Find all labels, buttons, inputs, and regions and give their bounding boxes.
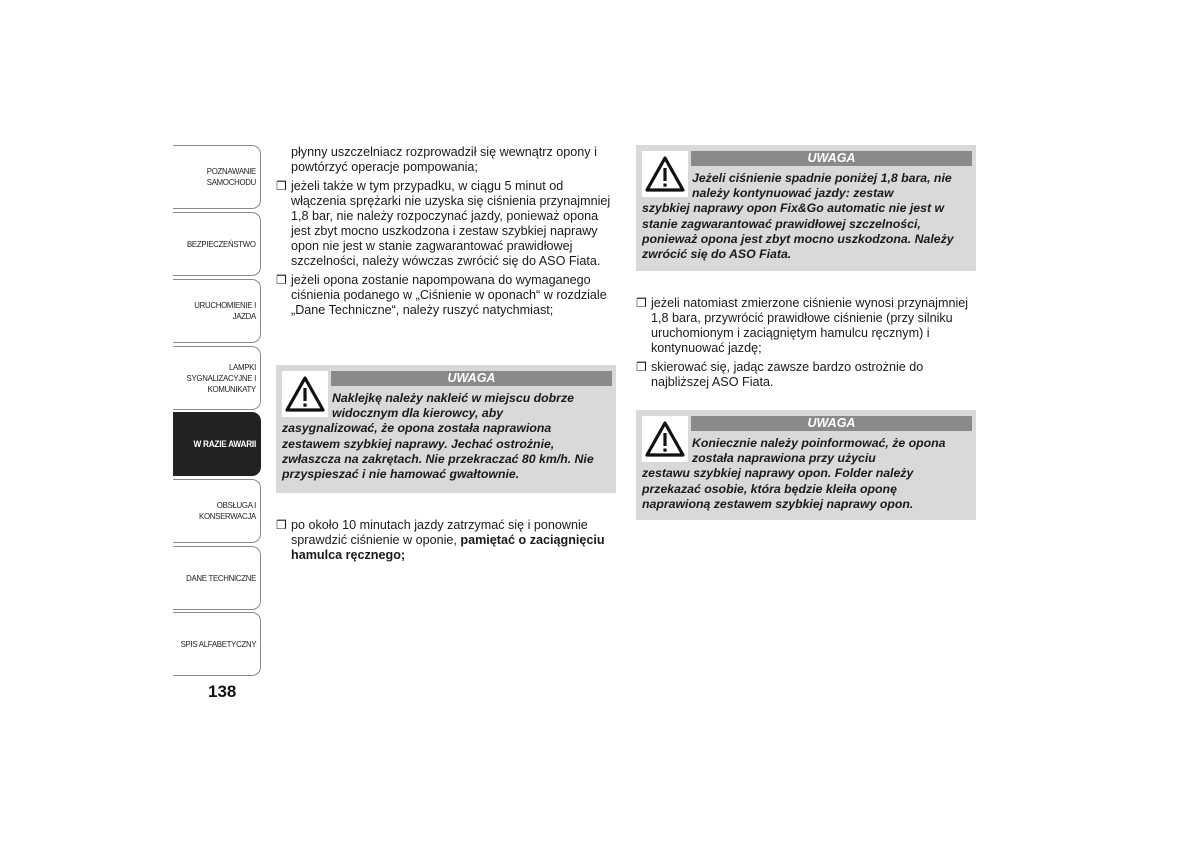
tab-lampki-sygnalizacyjne[interactable] [173,346,261,410]
warning-text [642,436,968,512]
tab-label: SPIS ALFABETYCZNY [180,638,256,649]
list-item [636,296,976,356]
tab-w-razie-awarii[interactable] [173,412,261,476]
tab-label: LAMPKI SYGNALIZACYJNE I KOMUNIKATY [186,361,256,394]
warning-text-rest: zestawu szybkiej naprawy opon. Folder należy przekazać osobie, która będzie kleiła oponę naprawioną zestawem szybkiej naprawy opon. [642,466,914,511]
list-item [636,360,976,390]
list-item-text: jeżeli natomiast zmierzone ciśnienie wynosi przynajmniej 1,8 bara, przywrócić prawidłowe ciśnienie (przy silniku uruchomionym i zaciągniętym hamulcu ręcznym) i kontynuować jazdę; [651,296,969,355]
left-column-bottom [276,518,621,563]
tab-poznawanie-samochodu[interactable] [173,145,261,209]
tab-spis-alfabetyczny[interactable] [173,612,261,676]
checkbox-bullet-icon: ❒ [276,518,287,532]
warning-title: UWAGA [691,151,972,166]
checkbox-bullet-icon: ❒ [276,273,287,287]
list-item-text: po około 10 minutach jazdy zatrzymać się i ponownie sprawdzić ciśnienie w oponie, [291,518,588,547]
list-item-text: skierować się, jadąc zawsze bardzo ostrożnie do najbliższej ASO Fiata. [651,360,924,389]
warning-title: UWAGA [331,371,612,386]
tab-label: POZNAWANIE SAMOCHODU [206,166,256,187]
warning-text [642,171,968,262]
tab-uruchomienie-i-jazda[interactable] [173,279,261,343]
warning-text-first: Jeżeli ciśnienie spadnie poniżej 1,8 bara, nie należy kontynuować jazdy: zestaw [692,171,952,201]
warning-text-rest: zasygnalizować, że opona została naprawiona zestawem szybkiej naprawy. Jechać ostrożnie, zwłaszcza na zakrętach. Nie przekraczać 80 km/h. Nie przyspieszać i nie hamować gwałtownie. [282,421,594,482]
left-column [276,145,616,318]
list-item [276,273,616,318]
warning-text-rest: szybkiej naprawy opon Fix&Go automatic nie jest w stanie zagwarantować prawidłowej szczelności, ponieważ opona jest zbyt mocno uszkodzona. Należy zwrócić się do ASO Fiata. [642,201,954,262]
tab-label: URUCHOMIENIE I JAZDA [194,300,256,321]
warning-title: UWAGA [691,416,972,431]
list-item-text: jeżeli także w tym przypadku, w ciągu 5 minut od włączenia sprężarki nie uzyska się ciśnienia przynajmniej 1,8 bar, nie należy rozpoczynać jazdy, ponieważ opona jest zbyt mocno uszkodzona i zestaw szybkiej naprawy opon nie jest w stanie zagwarantować prawidłowej szczelności, należy wówczas zwrócić się do ASO Fiata. [291,179,611,268]
intro-paragraph: płynny uszczelniacz rozprowadził się wewnątrz opony i powtórzyć operacje pompowania; [291,145,597,174]
warning-box [276,365,616,493]
tab-label: BEZPIECZEŃSTWO [187,238,256,249]
tab-label: W RAZIE AWARII [193,438,256,449]
list-item-text: jeżeli opona zostanie napompowana do wymaganego ciśnienia podanego w „Ciśnienie w oponach“ w rozdziale „Dane Techniczne“, należy ruszyć natychmiast; [291,273,607,317]
warning-text [282,391,608,482]
list-item [276,179,616,269]
checkbox-bullet-icon: ❒ [276,179,287,193]
list-item [276,518,621,563]
checkbox-bullet-icon: ❒ [636,296,647,310]
page-number: 138 [208,682,237,701]
tab-dane-techniczne[interactable] [173,546,261,610]
tab-label: OBSŁUGA I KONSERWACJA [199,500,256,521]
warning-box [636,145,976,271]
tab-bezpieczenstwo[interactable] [173,212,261,276]
tab-label: DANE TECHNICZNE [185,572,256,583]
warning-text-first: Koniecznie należy poinformować, że opona została naprawiona przy użyciu [692,436,946,466]
checkbox-bullet-icon: ❒ [636,360,647,374]
warning-text-first: Naklejkę należy nakleić w miejscu dobrze widocznym dla kierowcy, aby [332,391,574,421]
warning-box [636,410,976,520]
list-item-bold-text: pamiętać o zaciągnięciu hamulca ręcznego; [291,533,605,562]
tab-obsluga-i-konserwacja[interactable] [173,479,261,543]
right-column-list [636,296,976,390]
